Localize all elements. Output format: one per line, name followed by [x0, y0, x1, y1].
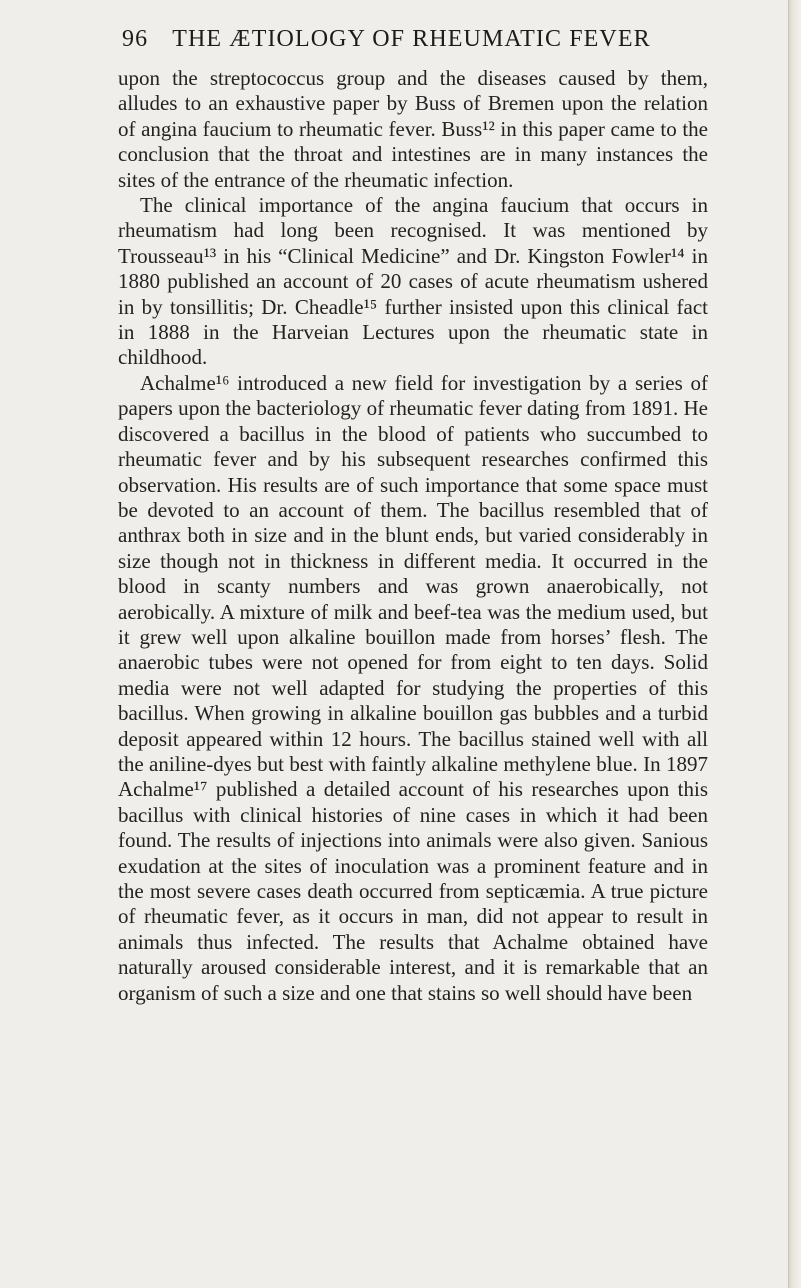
running-title: THE ÆTIOLOGY OF RHEUMATIC FEVER — [172, 26, 651, 52]
body-text — [118, 66, 708, 1006]
paragraph-continued: upon the streptococcus group and the diseases caused by them, alludes to an exhaustive paper by Buss of Bremen upon the relation of angina faucium to rheumatic fever. Buss¹² in this paper came to the conclusion that the throat and intestines are in many instances the sites of the entrance of the rheumatic infection. — [118, 66, 708, 192]
page-edge-line — [788, 0, 789, 1288]
page-number: 96 — [122, 26, 149, 52]
paragraph-clinical-importance: The clinical importance of the angina faucium that occurs in rheumatism had long been recognised. It was mentioned by Trousseau¹³ in his “Clinical Medicine” and Dr. Kingston Fowler¹⁴ in 1880 published an account of 20 cases of acute rheumatism ushered in by tonsillitis; Dr. Cheadle¹⁵ further insisted upon this clinical fact in 1888 in the Harveian Lectures upon the rheumatic state in childhood. — [118, 193, 708, 370]
paragraph-achalme: Achalme¹⁶ introduced a new field for investigation by a series of papers upon the bacteriology of rheumatic fever dating from 1891. He discovered a bacillus in the blood of patients who succumbed to rheumatic fever and by his subsequent researches confirmed this observation. His results are of such importance that some space must be devoted to an account of them. The bacillus resembled that of anthrax both in size and in the blunt ends, but varied considerably in size though not in thickness in different media. It occurred in the blood in scanty numbers and was grown anaerobically, not aerobically. A mixture of milk and beef-tea was the medium used, but it grew well upon alkaline bouillon made from horses’ flesh. The anaerobic tubes were not opened for from eight to ten days. Solid media were not well adapted for studying the properties of this bacillus. When growing in alkaline bouillon gas bubbles and a turbid deposit appeared within 12 hours. The bacillus stained well with all the aniline-dyes but best with faintly alkaline methylene blue. In 1897 Achalme¹⁷ published a detailed account of his researches upon this bacillus with clinical histories of nine cases in which it had been found. The results of injections into animals were also given. Sanious exudation at the sites of inoculation was a prominent feature and in the most severe cases death occurred from septicæmia. A true picture of rheumatic fever, as it occurs in man, did not appear to result in animals thus infected. The results that Achalme obtained have naturally aroused considerable interest, and it is remarkable that an organism of such a size and one that stains so well should have been — [118, 370, 708, 1005]
running-header — [122, 26, 651, 60]
page-edge-shadow — [788, 0, 801, 1288]
